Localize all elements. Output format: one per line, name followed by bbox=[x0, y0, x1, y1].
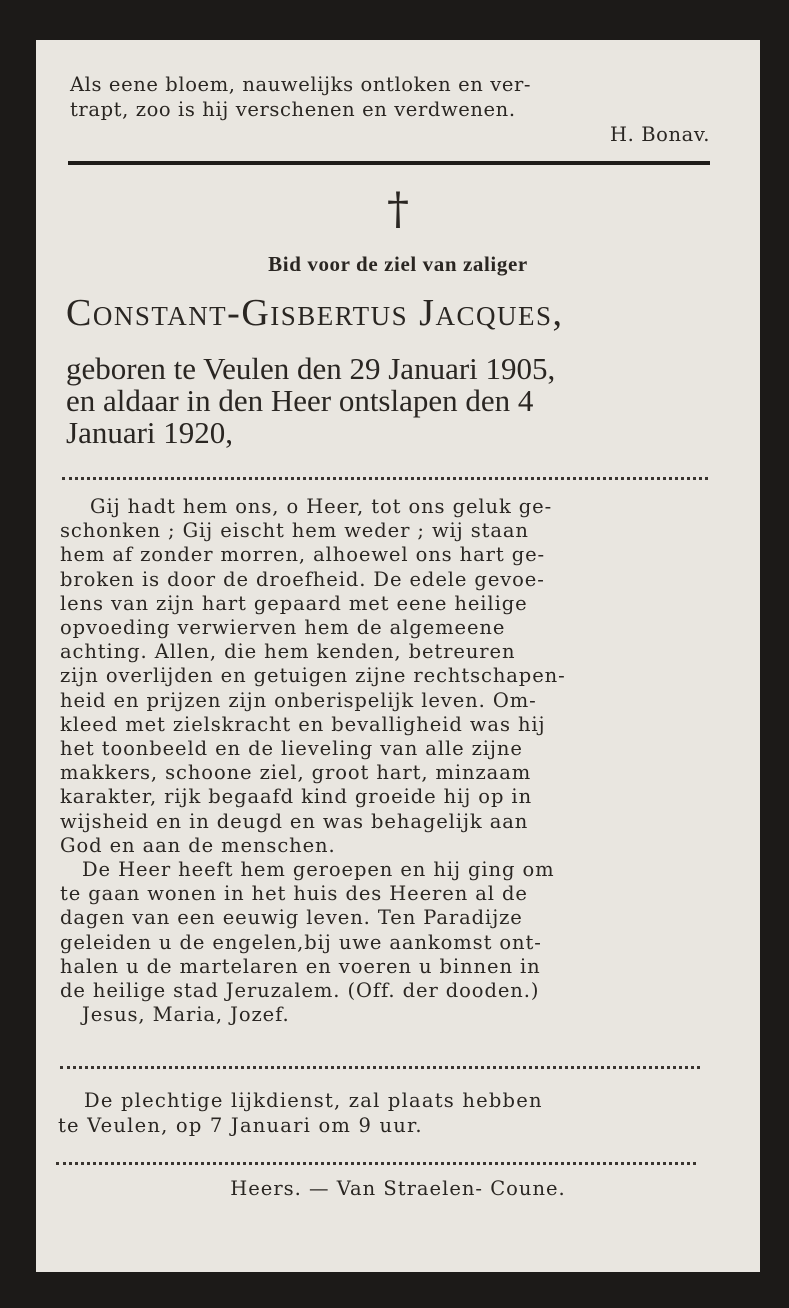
text-line: kleed met zielskracht en bevalligheid was hij bbox=[60, 712, 546, 736]
divider-thick bbox=[68, 161, 710, 165]
quote-line-1: Als eene bloem, nauwelijks ontloken en ver- bbox=[70, 73, 532, 96]
text-line: heid en prijzen zijn onberispelijk leven. Om- bbox=[60, 688, 537, 712]
quote-line-2: trapt, zoo is hij verschenen en verdwenen. bbox=[70, 98, 516, 121]
text-line: te gaan wonen in het huis des Heeren al de bbox=[60, 882, 528, 906]
text-line: God en aan de menschen. bbox=[60, 833, 336, 857]
text-line: Gij hadt hem ons, o Heer, tot ons geluk ge- bbox=[90, 495, 553, 518]
text-line: karakter, rijk begaafd kind groeide hij op in bbox=[60, 785, 533, 809]
text-line: lens van zijn hart gepaard met eene heilige bbox=[60, 591, 528, 615]
text-line: Jesus, Maria, Jozef. bbox=[82, 1003, 290, 1027]
divider-dotted-3 bbox=[56, 1162, 696, 1165]
text-line: wijsheid en in deugd en was behagelijk aan bbox=[60, 809, 529, 833]
dates-line-1: geboren te Veulen den 29 Januari 1905, bbox=[66, 351, 556, 386]
memorial-card bbox=[36, 40, 760, 1272]
printer-credit: Heers. — Van Straelen- Coune. bbox=[230, 1177, 566, 1200]
dates-line-2: en aldaar in den Heer ontslapen den 4 bbox=[66, 383, 534, 418]
text-line: schonken ; Gij eischt hem weder ; wij staan bbox=[60, 519, 529, 543]
epigraph-quote bbox=[70, 72, 710, 147]
deceased-name: Constant-Gisbertus Jacques, bbox=[66, 292, 564, 334]
text-line: dagen van een eeuwig leven. Ten Paradijze bbox=[60, 906, 523, 930]
service-line-1: De plechtige lijkdienst, zal plaats hebben bbox=[84, 1089, 543, 1112]
text-line: makkers, schoone ziel, groot hart, minzaam bbox=[60, 761, 532, 785]
text-line: opvoeding verwierven hem de algemeene bbox=[60, 616, 506, 640]
text-line: geleiden u de engelen,bij uwe aankomst ont- bbox=[60, 930, 542, 954]
text-line: broken is door de droefheid. De edele gevoe- bbox=[60, 567, 545, 591]
quote-author: H. Bonav. bbox=[610, 123, 710, 146]
text-line: De Heer heeft hem geroepen en hij ging om bbox=[82, 858, 555, 882]
funeral-service-notice bbox=[58, 1088, 708, 1138]
text-line: de heilige stad Jeruzalem. (Off. der dooden.) bbox=[60, 979, 540, 1003]
memorial-text bbox=[60, 495, 710, 1027]
divider-dotted-1 bbox=[62, 477, 708, 480]
service-line-2: te Veulen, op 7 Januari om 9 uur. bbox=[58, 1114, 423, 1137]
text-line: halen u de martelaren en voeren u binnen in bbox=[60, 954, 541, 978]
divider-dotted-2 bbox=[60, 1066, 700, 1069]
text-line: achting. Allen, die hem kenden, betreuren bbox=[60, 640, 516, 664]
text-line: hem af zonder morren, alhoewel ons hart ge- bbox=[60, 543, 546, 567]
text-line: het toonbeeld en de lieveling van alle zijne bbox=[60, 737, 523, 761]
cross-icon: † bbox=[387, 184, 409, 235]
birth-death-dates bbox=[66, 353, 710, 449]
text-line: zijn overlijden en getuigen zijne rechtschapen- bbox=[60, 664, 566, 688]
prayer-heading: Bid voor de ziel van zaliger bbox=[268, 252, 528, 276]
dates-line-3: Januari 1920, bbox=[66, 415, 234, 450]
